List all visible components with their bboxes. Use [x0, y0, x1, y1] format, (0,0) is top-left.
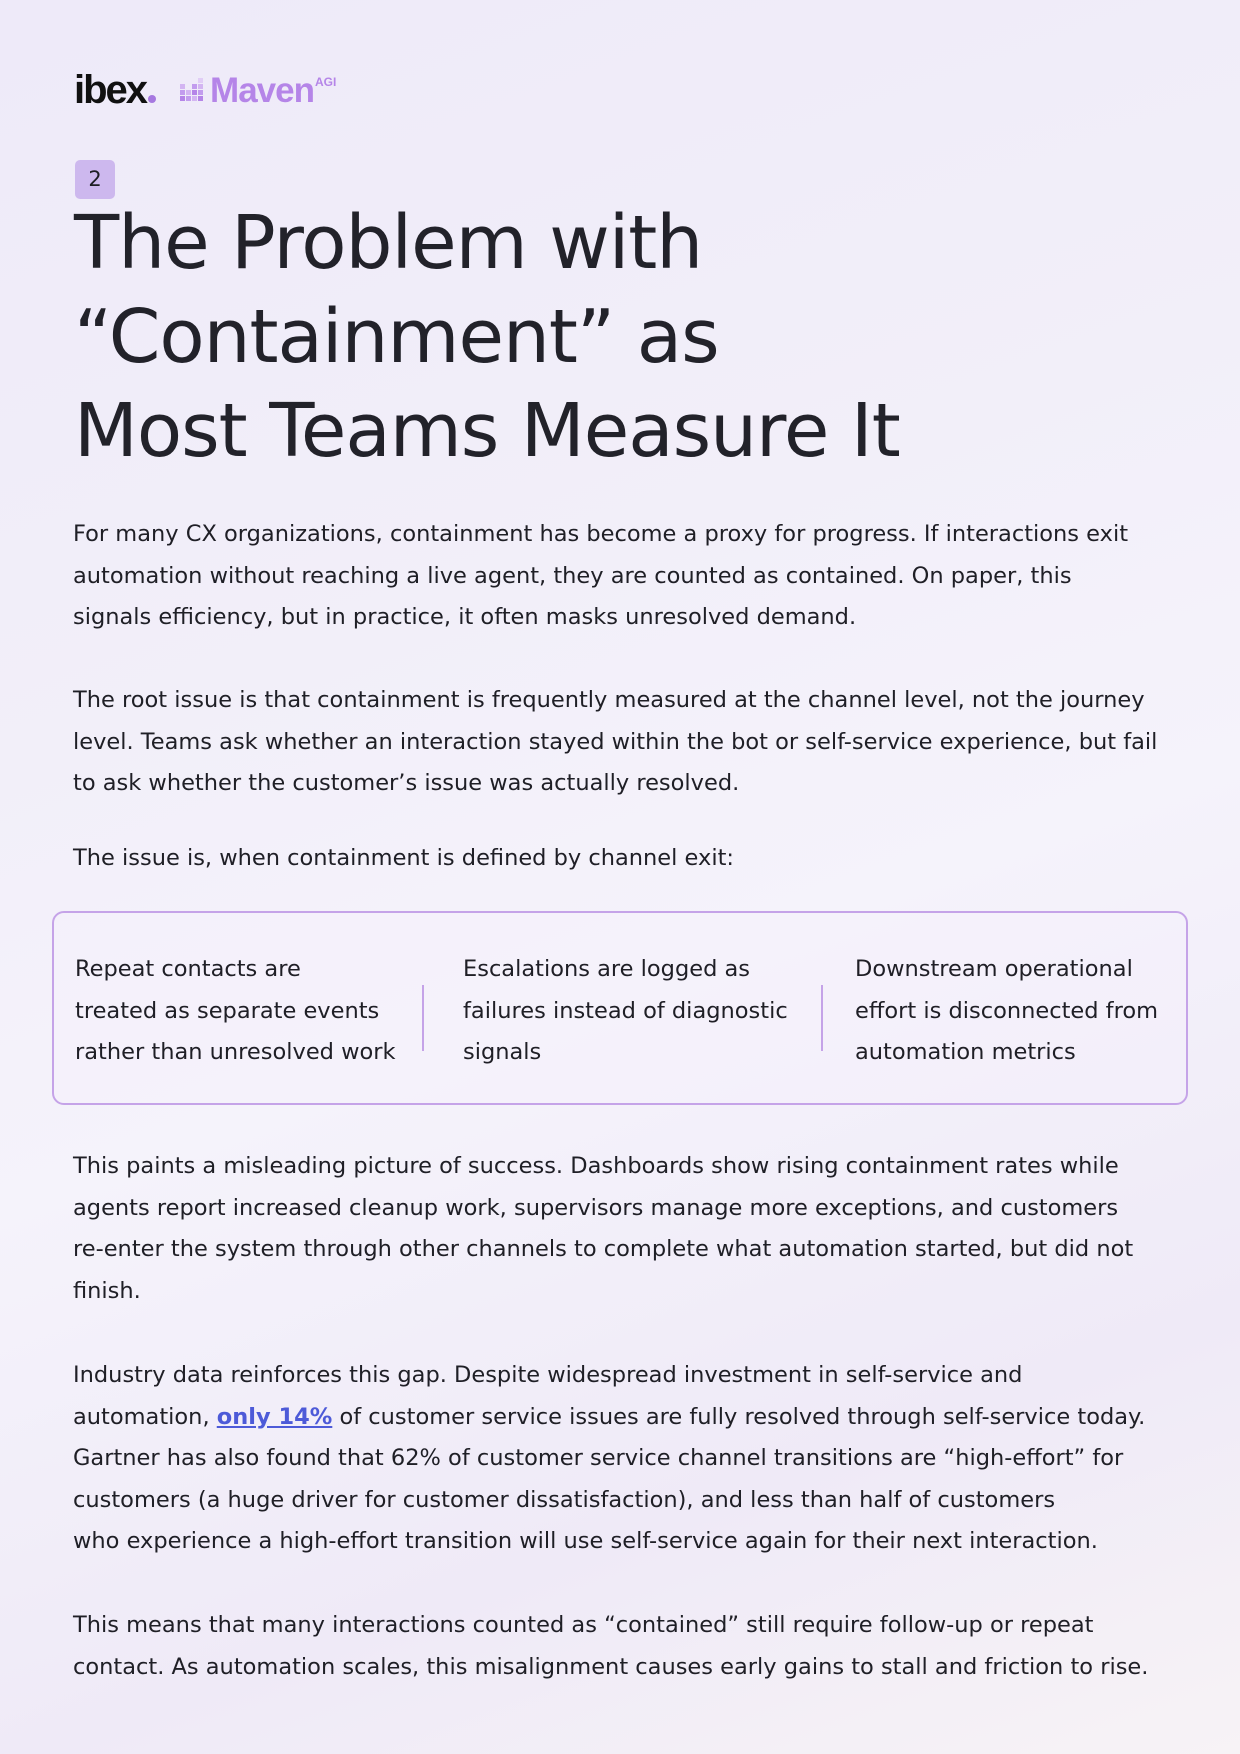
header-logos: [74, 70, 336, 110]
title-line: Most Teams Measure It: [74, 388, 900, 474]
page-title: [74, 196, 900, 478]
callout-item: Downstream operational effort is disconnected from automation metrics: [855, 956, 1159, 1066]
callout-item: Repeat contacts are treated as separate events rather than unresolved work: [75, 956, 396, 1066]
callout-divider: [821, 985, 823, 1051]
industry-paragraph: Industry data reinforces this gap. Despite widespread investment in self-service and automation, only 14% of customer service issues are fully resolved through self-service today. Gartner has also found that 62% of customer service channel transitions are “high-effort” for customers (a huge driver for customer dissatisfaction), and less than half of customers who experience a high-effort transition will use self-service again for their next interaction.: [73, 1362, 1146, 1555]
root-issue-paragraph: The root issue is that containment is frequently measured at the channel level, not the journey level. Teams ask whether an interaction stayed within the bot or self-service experience, but fail to ask whether the customer’s issue was actually resolved.: [73, 687, 1158, 797]
conclusion-paragraph: This means that many interactions counted as “contained” still require follow-up or repeat contact. As automation scales, this misalignment causes early gains to stall and friction to rise.: [73, 1612, 1149, 1680]
maven-agi-logo: [178, 70, 337, 110]
callout-divider: [422, 985, 424, 1051]
title-line: The Problem with: [74, 200, 703, 286]
intro-paragraph: For many CX organizations, containment has become a proxy for progress. If interactions exit automation without reaching a live agent, they are counted as contained. On paper, this signals efficiency, but in practice, it often masks unresolved demand.: [73, 521, 1129, 631]
maven-agi-superscript: AGI: [314, 74, 337, 89]
page-number-badge: 2: [75, 160, 115, 199]
callout-item: Escalations are logged as failures instead of diagnostic signals: [463, 956, 788, 1066]
maven-wordmark: Maven: [210, 70, 314, 110]
ibex-logo: ibex: [74, 70, 156, 110]
title-line: “Containment” as: [74, 294, 719, 380]
maven-pixel-icon: [178, 76, 206, 104]
misleading-paragraph: This paints a misleading picture of success. Dashboards show rising containment rates while agents report increased cleanup work, supervisors manage more exceptions, and customers re-enter the system through other channels to complete what automation started, but did not finish.: [73, 1153, 1134, 1304]
callout-lead: The issue is, when containment is defined by channel exit:: [73, 845, 734, 871]
callout-box: [52, 911, 1188, 1105]
only-14-percent-link[interactable]: only 14%: [216, 1403, 333, 1430]
